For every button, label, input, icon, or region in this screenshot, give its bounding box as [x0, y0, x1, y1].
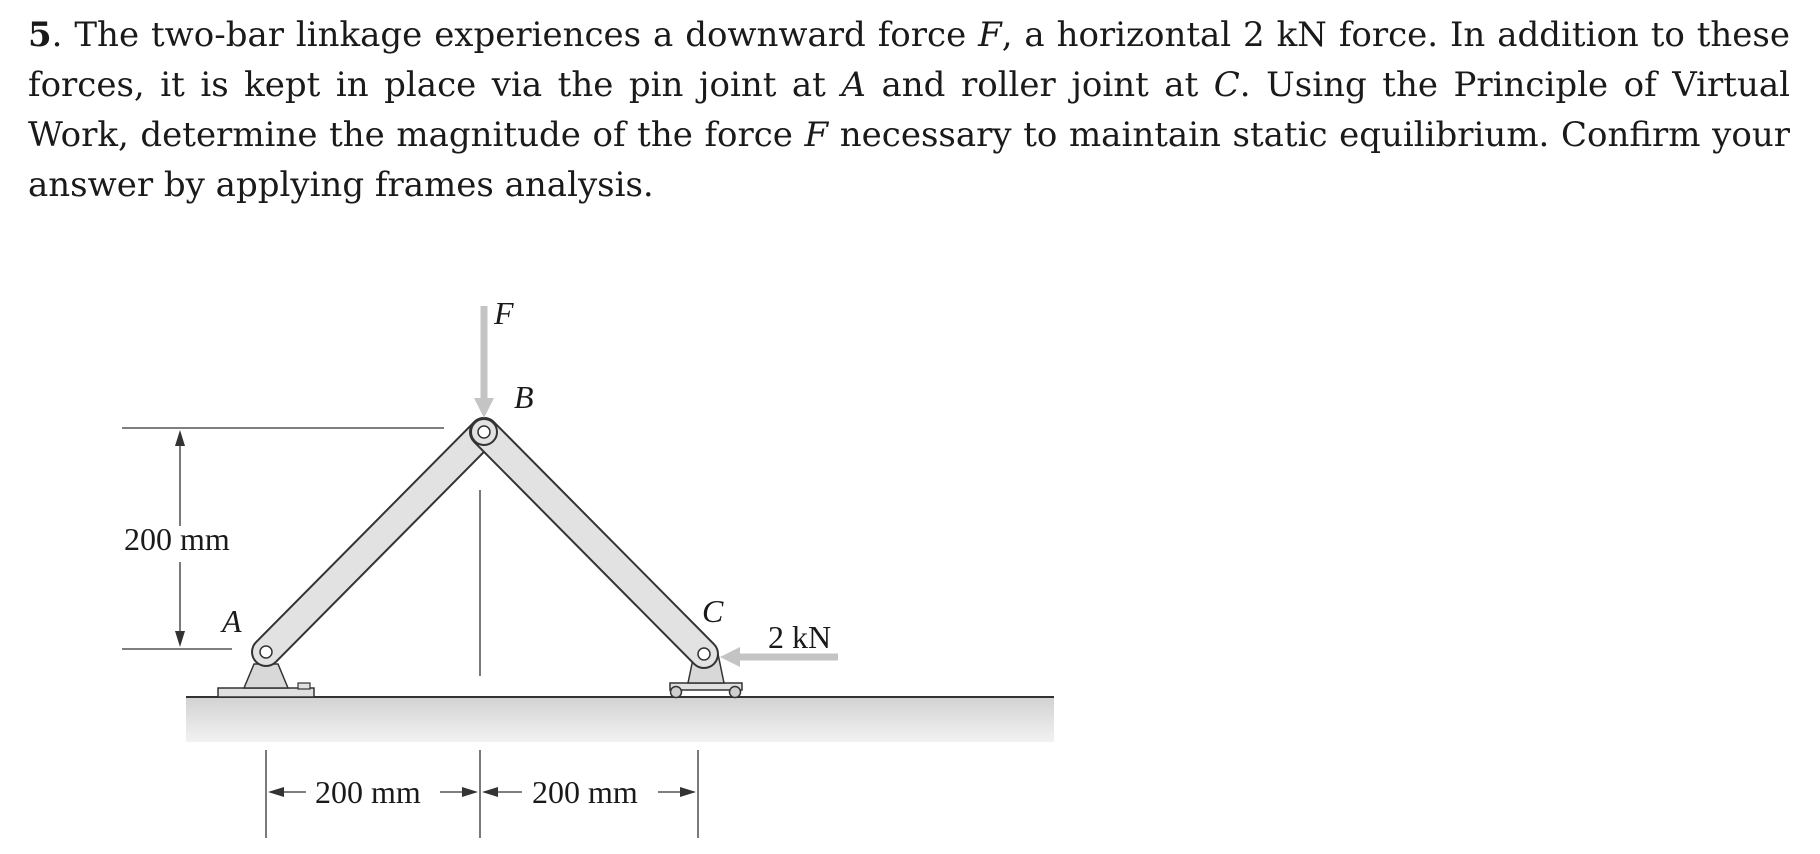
dimension-height-label: 200 mm	[124, 521, 230, 557]
problem-number: 5	[28, 15, 52, 55]
force-f-label: F	[494, 295, 514, 331]
force-2kn-label: 2 kN	[768, 619, 832, 655]
problem-text-3: and roller joint at	[865, 65, 1214, 105]
bar-ab	[266, 432, 484, 652]
problem-text-5: necessary to maintain static equilibrium. Confirm your answer by applying frames analysis.	[28, 115, 1790, 205]
problem-text-1: . The two-bar linkage experiences a downward force	[51, 15, 979, 55]
pin-a	[260, 646, 272, 658]
pin-support-a	[218, 664, 314, 697]
dimension-left-label: 200 mm	[315, 774, 421, 810]
var-a: A	[841, 65, 866, 105]
pin-b	[478, 426, 490, 438]
joint-b-label: B	[514, 379, 534, 415]
problem-text-4: . Using the Principle of Virtual Work, determine the magnitude of the force	[28, 65, 1791, 155]
var-f-2: F	[804, 115, 829, 155]
roller-wheel-left	[671, 687, 682, 698]
roller-wheel-right	[730, 687, 741, 698]
var-f: F	[978, 15, 1002, 55]
dimension-right-label: 200 mm	[532, 774, 638, 810]
joint-c-label: C	[702, 593, 724, 629]
pin-c	[698, 648, 710, 660]
ground	[186, 697, 1054, 742]
joint-a-label: A	[222, 603, 242, 639]
bar-bc	[484, 432, 704, 654]
force-f-arrow	[474, 306, 494, 418]
var-c: C	[1213, 65, 1240, 105]
problem-text-2: , a horizontal 2 kN force. In addition to these forces, it is kept in place via the pin joint at	[28, 15, 1790, 105]
